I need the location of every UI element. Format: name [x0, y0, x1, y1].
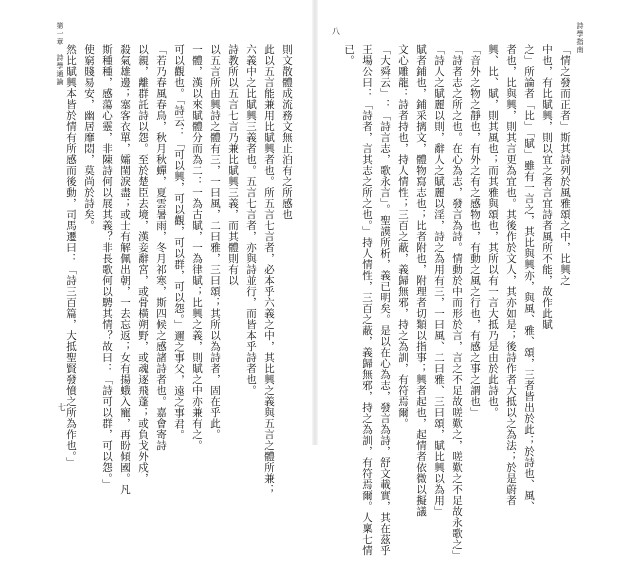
right-page: [330, 22, 590, 561]
text-column: 賦者鋪也，鋪采摛文，體物寫志也；比者附也，附理者切類以指事；興者起也，起情者依微以擬議: [415, 44, 427, 517]
right-page-number: 八: [332, 27, 340, 36]
text-column: 「若乃春風春鳥，秋月秋蟬，夏雲暑雨，冬月祁寒，斯四候之感諸詩者也。嘉會寄詩: [155, 44, 167, 451]
text-column: 「詩者志之所之也。在心為志，發言為詩。情動於中而形於言，言之不足故嗟歎之，嗟歎之不足故永歌之」: [451, 44, 463, 561]
right-page-body: [330, 44, 574, 561]
text-column: 王場公曰：「詩者，言其志之所之也。」持人情性，三百之蔽，義歸無邪，持之為訓，有符焉爾。人稟七情: [361, 44, 373, 556]
text-column: 然比賦興本皆於情有所感而後動，司馬遷曰：「詩三百篇，大抵聖賢發憤之所為作也。」: [65, 44, 77, 468]
text-column: 斯種種，感蕩心靈，非陳詩何以展其義？非長歌何以騁其情？故曰：「詩可以群，可以怨。」: [101, 44, 113, 490]
text-column: 一體，漢以來賦體分而為二：一為古賦，一為律賦；比興之義，則賦之中亦兼有之。: [191, 44, 203, 451]
text-column: 殺氣雄邊；塞客衣單，孀閨淚盡；或士有解佩出朝，一去忘返；女有揚蛾入寵，再盼傾國。凡: [119, 44, 131, 495]
text-column: 使窮賤易安，幽居靡悶，莫尚於詩矣。: [83, 44, 95, 231]
text-column: 「大舜云」：「詩言志，歌永言」。聖謨所析，義已明矣。是以在心為志，發言為詩，舒文載實，其在茲乎: [379, 44, 391, 556]
text-column: 可以觀也。「詩云：「可以興，可以觀，可以群，可以怨。」邇之事父，遠之事君。: [173, 44, 185, 441]
book-title-header: 詩學指南: [576, 22, 584, 54]
text-column: 此以五言能兼用比賦興者也。所五言七言者，必本乎六義之中，其比興之義與五言之體所兼；: [263, 44, 275, 495]
book-gutter: [312, 0, 318, 445]
text-column: 「音外之物之靜也，有外之有之感物也，有動之風之行也，有感之事之謂也」: [469, 44, 481, 418]
text-column: 以親，離群託詩以怨。至於楚臣去境，漢妾辭宮，或骨橫朔野，或魂逐飛蓬；或負戈外戍，: [137, 44, 149, 484]
chapter-header: 第一章 詩學通論: [56, 22, 64, 86]
text-column: 中也，有比賦興，則以宜之者言宜詩者風所不能，故作此賦: [541, 44, 553, 330]
text-column: 興、比、賦，則其風也；而其雅與頌也，其所以有一言大抵乃是由於此詩也。: [487, 44, 499, 418]
text-column: 「情之發而正者」斯其詩列於風雅頌之中，比興之: [559, 44, 571, 286]
text-column: 之」所論者「比」「賦」雖有一言之，其比與興亦，與風、雅、頌，三者皆出於此；於詩也、風、: [523, 44, 535, 512]
text-column: 詩教所以五言七言乃兼比賦興三義，而其體則有以: [227, 44, 239, 286]
text-column: 者也，比與興，則其言更為宜也。其後作於文人，其亦如是；後詩作者大抵以之為法；於是蔚者: [505, 44, 517, 506]
text-column: 已。: [343, 44, 355, 66]
text-column: 六義中之比賦興三義者也。五言七言者，亦與詩並行，而皆本乎詩者也。: [245, 44, 257, 396]
right-page-header: [576, 22, 592, 106]
left-page-body: [65, 44, 296, 495]
left-page-number: 七: [58, 403, 66, 412]
left-page: [52, 22, 300, 495]
text-column: 「詩人之賦麗以則，辭人之賦麗以淫，詩之為用有三，一曰風、二曰雅、三曰頌，賦比興以為用」: [433, 44, 445, 517]
text-column: 文心雕龍：詩者持也，持人情性；三百之蔽，義歸無邪，持之為訓，有符焉爾。: [397, 44, 409, 429]
text-column: 則文散體成流務文無止泊有之所感也: [281, 44, 293, 220]
text-column: 以五言所由興詩之體有三，一曰風，二曰雅，三曰頌；其所以為詩者，固在乎此。: [209, 44, 221, 440]
